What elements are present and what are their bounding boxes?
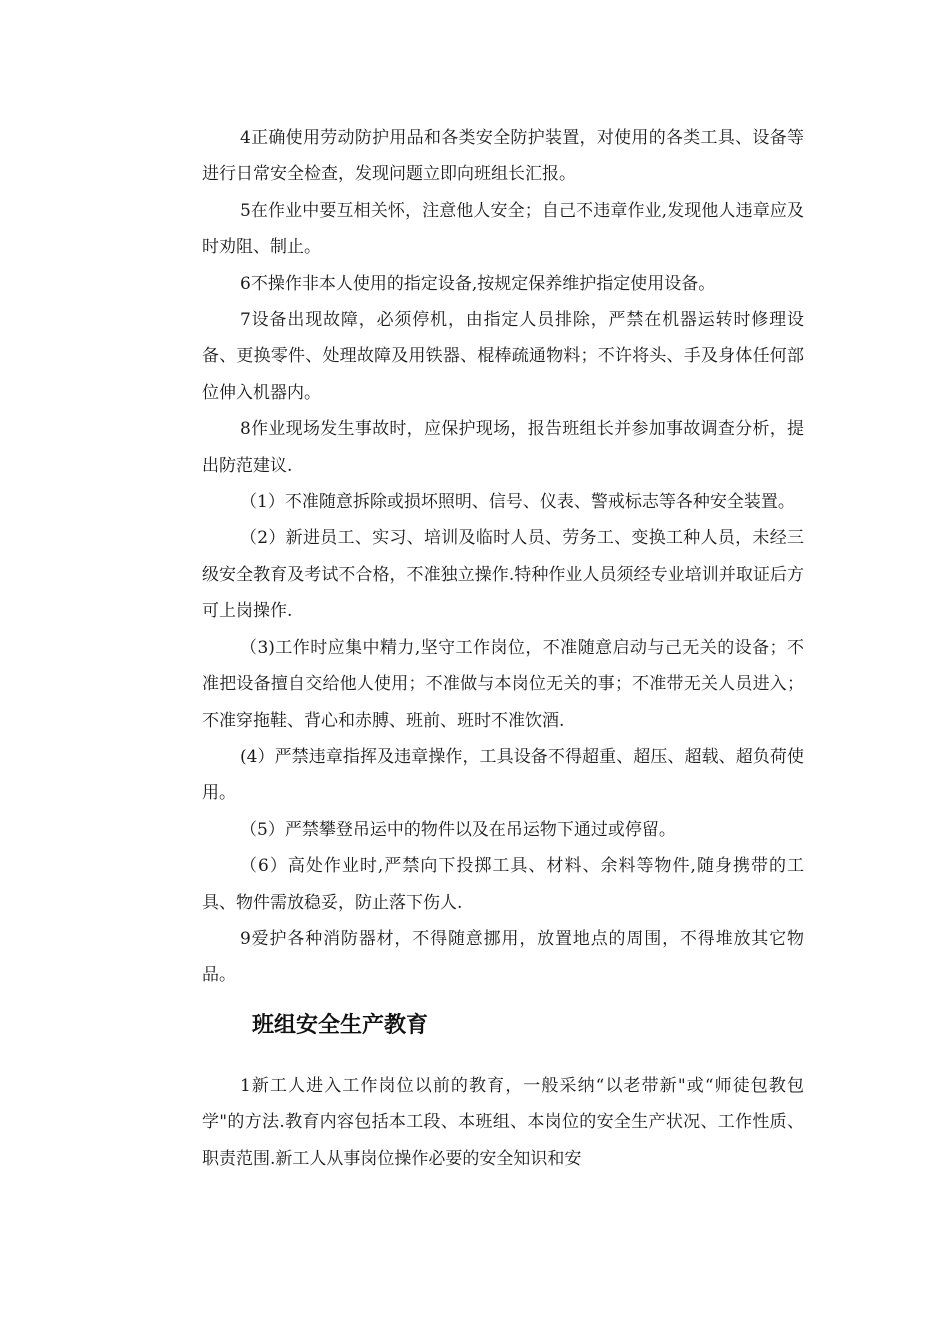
paragraph-subitem-4: (4）严禁违章指挥及违章操作，工具设备不得超重、超压、超载、超负荷使用。 (202, 746, 804, 804)
paragraph-subitem-2: （2）新进员工、实习、培训及临时人员、劳务工、变换工种人员，未经三级安全教育及考试不合格，不准独立操作.特种作业人员须经专业培训并取证后方可上岗操作. (202, 528, 804, 622)
paragraph-subitem-5: （5）严禁攀登吊运中的物件以及在吊运物下通过或停留。 (240, 819, 676, 840)
document-body (202, 120, 804, 1177)
paragraph-item-7: 7设备出现故障，必须停机，由指定人员排除，严禁在机器运转时修理设备、更换零件、处理故障及用铁器、棍棒疏通物料；不许将头、手及身体任何部位伸入机器内。 (202, 310, 804, 403)
paragraph-subitem-6: （6）高处作业时,严禁向下投掷工具、材料、余料等物件,随身携带的工具、物件需放稳妥，防止落下伤人. (202, 856, 804, 913)
paragraph-subitem-1: （1）不准随意拆除或损坏照明、信号、仪表、警戒标志等各种安全装置。 (240, 492, 795, 513)
paragraph-item-5: 5在作业中要互相关怀，注意他人安全；自己不违章作业,发现他人违章应及时劝阻、制止。 (202, 200, 804, 258)
paragraph-item-9: 9爱护各种消防器材，不得随意挪用，放置地点的周围，不得堆放其它物品。 (202, 928, 804, 986)
paragraph-item-8: 8作业现场发生事故时，应保护现场，报告班组长并参加事故调查分析，提出防范建议. (202, 419, 804, 476)
section-heading: 班组安全生产教育 (252, 1012, 429, 1038)
paragraph-subitem-3: （3)工作时应集中精力,坚守工作岗位，不准随意启动与己无关的设备；不准把设备擅自交给他人使用；不准做与本岗位无关的事；不准带无关人员进入；不准穿拖鞋、背心和赤膊、班前、班时不准饮酒. (202, 637, 804, 731)
paragraph-item-4: 4正确使用劳动防护用品和各类安全防护装置，对使用的各类工具、设备等进行日常安全检查，发现问题立即向班组长汇报。 (202, 128, 804, 185)
paragraph-item-6: 6不操作非本人使用的指定设备,按规定保养维护指定使用设备。 (240, 273, 716, 294)
paragraph-education-1: 1新工人进入工作岗位以前的教育，一般采纳“以老带新"或“师徒包教包学"的方法.教育内容包括本工段、本班组、本岗位的安全生产状况、工作性质、职责范围.新工人从事岗位操作必要的安全知识和安 (202, 1075, 804, 1169)
